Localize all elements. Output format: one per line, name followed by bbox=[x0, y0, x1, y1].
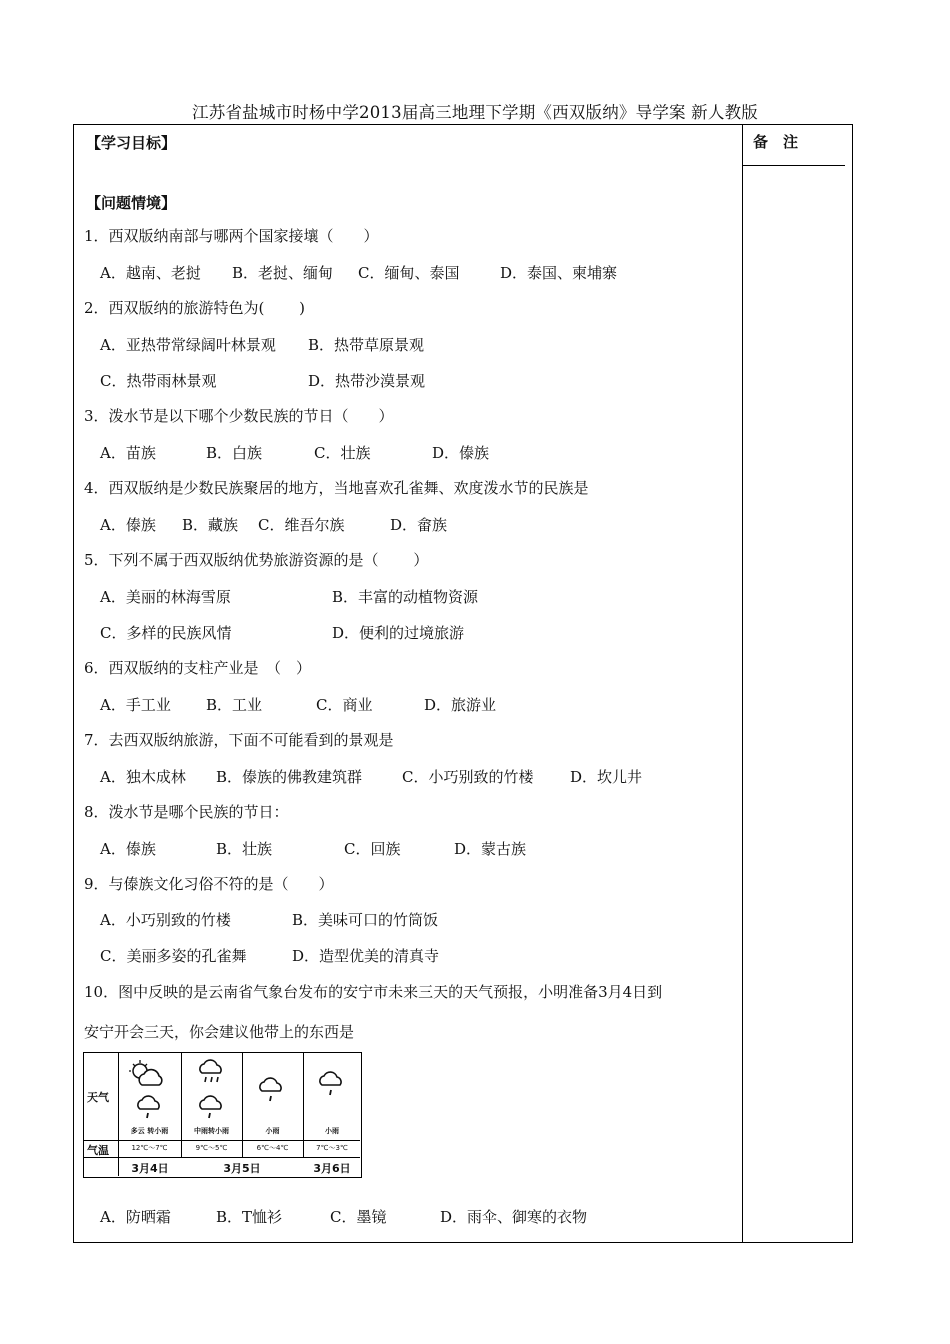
moderate-rain-cloud-icon bbox=[196, 1059, 230, 1091]
q10-option-d: D．雨伞、御寒的衣物 bbox=[440, 1208, 588, 1226]
q7-option-b: B．傣族的佛教建筑群 bbox=[216, 768, 363, 786]
question-6-stem: 6．西双版纳的支柱产业是 （ ） bbox=[84, 659, 312, 677]
q4-option-d: D．畲族 bbox=[390, 516, 448, 534]
wx-weather-row-label: 天气 bbox=[87, 1091, 109, 1104]
q8-option-c: C．回族 bbox=[344, 840, 401, 858]
wx-date-2: 3月5日 bbox=[223, 1162, 261, 1175]
q7-option-c: C．小巧别致的竹楼 bbox=[402, 768, 534, 786]
q7-option-d: D．坎儿井 bbox=[570, 768, 643, 786]
light-rain-cloud-icon bbox=[196, 1093, 230, 1123]
question-10-stem-continued: 安宁开会三天，你会建议他带上的东西是 bbox=[84, 1023, 355, 1041]
wx-day1-temp: 12℃〜7℃ bbox=[131, 1144, 168, 1152]
wx-day4-condition: 小雨 bbox=[325, 1127, 339, 1135]
q1-option-a: A．越南、老挝 bbox=[100, 264, 201, 282]
question-3-stem: 3．泼水节是以下哪个少数民族的节日（ ） bbox=[84, 407, 394, 425]
question-7-stem: 7．去西双版纳旅游，下面不可能看到的景观是 bbox=[84, 731, 394, 749]
q4-option-b: B．藏族 bbox=[182, 516, 239, 534]
weather-forecast-figure bbox=[83, 1052, 362, 1178]
q6-option-a: A．手工业 bbox=[100, 696, 171, 714]
q9-option-c: C．美丽多姿的孔雀舞 bbox=[100, 947, 247, 965]
q7-option-a: A．独木成林 bbox=[100, 768, 186, 786]
cloudy-sun-icon bbox=[128, 1059, 168, 1091]
question-10-stem: 10．图中反映的是云南省气象台发布的安宁市未来三天的天气预报，小明准备3月4日到 bbox=[84, 983, 663, 1001]
q3-option-a: A．苗族 bbox=[100, 444, 156, 462]
q2-option-b: B．热带草原景观 bbox=[308, 336, 425, 354]
question-4-stem: 4．西双版纳是少数民族聚居的地方，当地喜欢孔雀舞、欢度泼水节的民族是 bbox=[84, 479, 589, 497]
q5-option-b: B．丰富的动植物资源 bbox=[332, 588, 479, 606]
q5-option-c: C．多样的民族风情 bbox=[100, 624, 232, 642]
q1-option-d: D．泰国、柬埔寨 bbox=[500, 264, 618, 282]
q8-option-b: B．壮族 bbox=[216, 840, 273, 858]
wx-row-line-2 bbox=[84, 1157, 360, 1158]
q10-option-b: B．T恤衫 bbox=[216, 1208, 283, 1226]
q4-option-a: A．傣族 bbox=[100, 516, 156, 534]
wx-day1-condition: 多云 转小雨 bbox=[130, 1127, 169, 1135]
wx-day2-temp: 9℃〜5℃ bbox=[195, 1144, 228, 1152]
light-rain-cloud-icon bbox=[316, 1069, 350, 1103]
wx-date-1: 3月4日 bbox=[131, 1162, 169, 1175]
wx-day4-temp: 7℃〜3℃ bbox=[316, 1144, 348, 1152]
q10-option-c: C．墨镜 bbox=[330, 1208, 387, 1226]
rain-cloud-icon bbox=[134, 1093, 168, 1121]
wx-day3-condition: 小雨 bbox=[265, 1127, 280, 1135]
q6-option-d: D．旅游业 bbox=[424, 696, 497, 714]
question-5-stem: 5．下列不属于西双版纳优势旅游资源的是（ ） bbox=[84, 551, 429, 569]
q5-option-d: D．便利的过境旅游 bbox=[332, 624, 465, 642]
q1-option-c: C．缅甸、泰国 bbox=[358, 264, 460, 282]
q10-option-a: A．防晒霜 bbox=[100, 1208, 171, 1226]
q6-option-b: B．工业 bbox=[206, 696, 263, 714]
q2-option-d: D．热带沙漠景观 bbox=[308, 372, 426, 390]
q8-option-a: A．傣族 bbox=[100, 840, 156, 858]
q3-option-c: C．壮族 bbox=[314, 444, 371, 462]
notes-header-rule bbox=[743, 165, 845, 166]
column-divider bbox=[742, 125, 743, 1242]
q2-option-c: C．热带雨林景观 bbox=[100, 372, 217, 390]
q2-option-a: A．亚热带常绿阔叶林景观 bbox=[100, 336, 276, 354]
wx-day3-temp: 6℃〜4℃ bbox=[256, 1144, 289, 1152]
wx-day2-condition: 中雨转小雨 bbox=[194, 1127, 229, 1135]
q3-option-b: B．白族 bbox=[206, 444, 263, 462]
question-8-stem: 8．泼水节是哪个民族的节日： bbox=[84, 803, 289, 821]
q8-option-d: D．蒙古族 bbox=[454, 840, 527, 858]
section-learning-goals: 【学习目标】 bbox=[86, 134, 177, 152]
worksheet-table bbox=[73, 124, 853, 1243]
wx-row-line-1 bbox=[84, 1140, 360, 1141]
q9-option-a: A．小巧别致的竹楼 bbox=[100, 911, 231, 929]
light-rain-cloud-icon bbox=[256, 1075, 290, 1109]
document-title: 江苏省盐城市时杨中学2013届高三地理下学期《西双版纳》导学案 新人教版 bbox=[192, 103, 758, 122]
notes-header: 备 注 bbox=[753, 133, 799, 151]
wx-date-3: 3月6日 bbox=[313, 1162, 351, 1175]
section-problem-situation: 【问题情境】 bbox=[86, 194, 177, 212]
question-9-stem: 9．与傣族文化习俗不符的是（ ） bbox=[84, 875, 334, 893]
question-2-stem: 2．西双版纳的旅游特色为( ) bbox=[84, 299, 306, 317]
q1-option-b: B．老挝、缅甸 bbox=[232, 264, 334, 282]
wx-temp-row-label: 气温 bbox=[87, 1144, 109, 1157]
q9-option-d: D．造型优美的清真寺 bbox=[292, 947, 440, 965]
q4-option-c: C．维吾尔族 bbox=[258, 516, 345, 534]
q6-option-c: C．商业 bbox=[316, 696, 373, 714]
q3-option-d: D．傣族 bbox=[432, 444, 490, 462]
question-1-stem: 1．西双版纳南部与哪两个国家接壤（ ） bbox=[84, 227, 379, 245]
q5-option-a: A．美丽的林海雪原 bbox=[100, 588, 231, 606]
q9-option-b: B．美味可口的竹筒饭 bbox=[292, 911, 439, 929]
